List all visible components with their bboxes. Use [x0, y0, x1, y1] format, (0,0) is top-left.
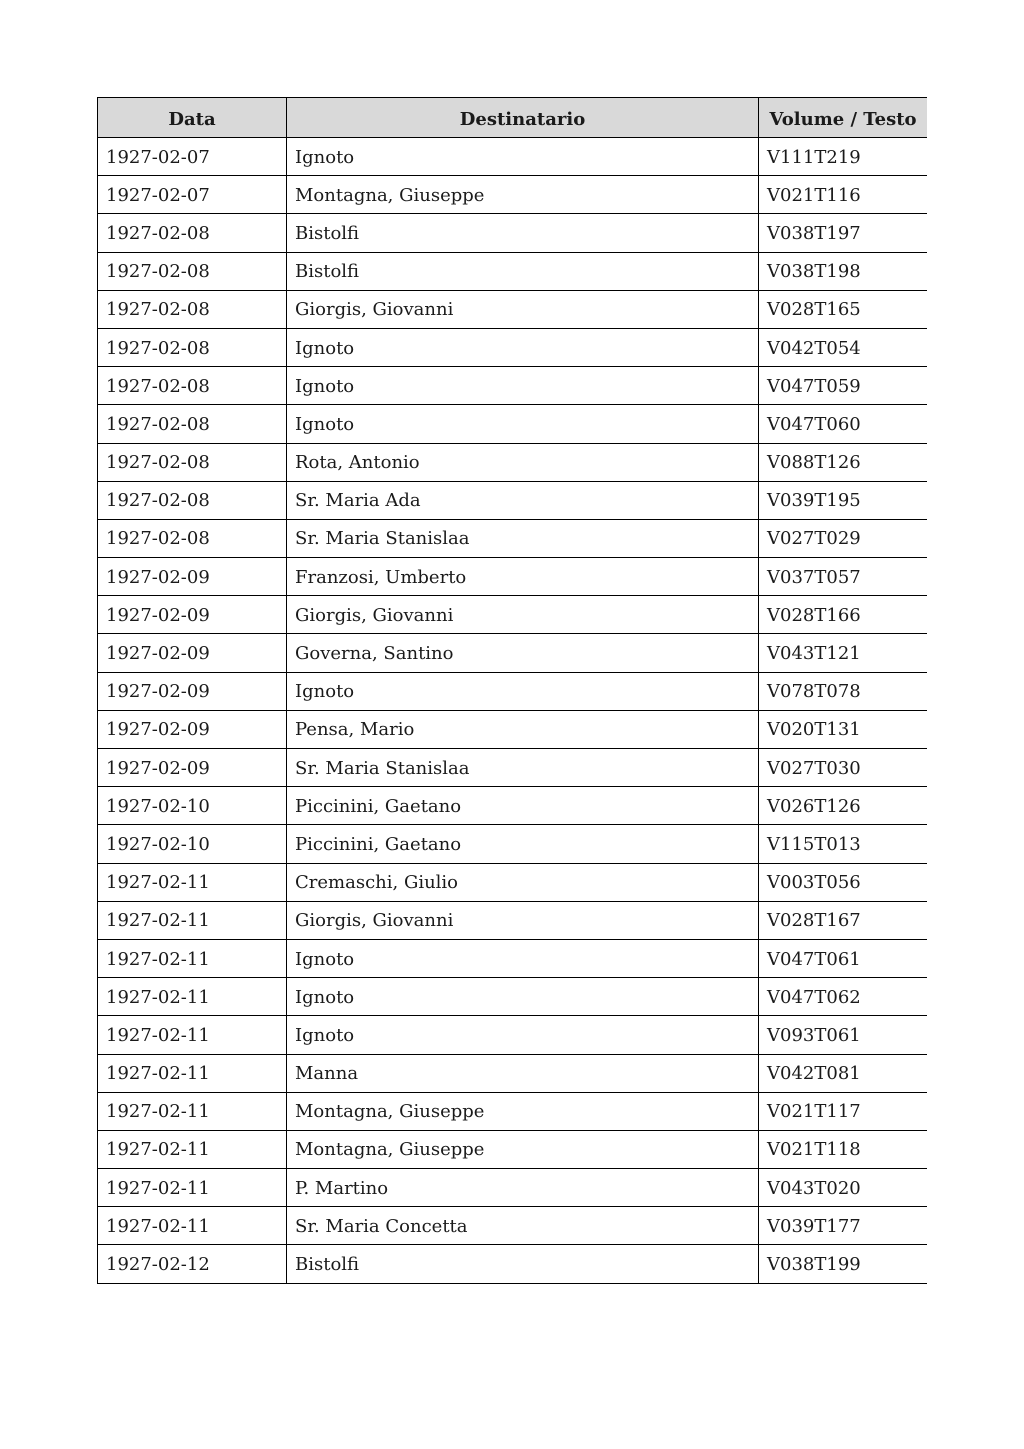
cell-volume: V021T118: [759, 1130, 928, 1168]
cell-date: 1927-02-09: [98, 634, 287, 672]
cell-recipient: Giorgis, Giovanni: [287, 596, 759, 634]
cell-volume: V021T116: [759, 176, 928, 214]
cell-date: 1927-02-10: [98, 825, 287, 863]
table-row: [98, 138, 928, 176]
cell-recipient: Ignoto: [287, 978, 759, 1016]
cell-recipient: Bistolfi: [287, 252, 759, 290]
cell-volume: V042T054: [759, 328, 928, 366]
table-row: [98, 252, 928, 290]
cell-date: 1927-02-11: [98, 1169, 287, 1207]
cell-date: 1927-02-08: [98, 214, 287, 252]
table-row: [98, 939, 928, 977]
table-row: [98, 1130, 928, 1168]
cell-volume: V039T177: [759, 1207, 928, 1245]
cell-date: 1927-02-08: [98, 519, 287, 557]
document-page: [97, 97, 927, 1312]
cell-date: 1927-02-08: [98, 328, 287, 366]
cell-date: 1927-02-12: [98, 1245, 287, 1283]
table-row: [98, 1016, 928, 1054]
cell-recipient: Montagna, Giuseppe: [287, 1092, 759, 1130]
table-row: [98, 672, 928, 710]
cell-recipient: Sr. Maria Ada: [287, 481, 759, 519]
cell-volume: V039T195: [759, 481, 928, 519]
cell-recipient: Manna: [287, 1054, 759, 1092]
table-header: [98, 98, 928, 138]
cell-recipient: Franzosi, Umberto: [287, 558, 759, 596]
cell-date: 1927-02-11: [98, 978, 287, 1016]
cell-date: 1927-02-09: [98, 672, 287, 710]
cell-recipient: Sr. Maria Stanislaa: [287, 749, 759, 787]
cell-recipient: Governa, Santino: [287, 634, 759, 672]
cell-volume: V028T165: [759, 290, 928, 328]
table-row: [98, 1245, 928, 1283]
cell-volume: V047T062: [759, 978, 928, 1016]
cell-recipient: Ignoto: [287, 405, 759, 443]
cell-date: 1927-02-08: [98, 367, 287, 405]
cell-recipient: Rota, Antonio: [287, 443, 759, 481]
table-row: [98, 634, 928, 672]
cell-volume: V088T126: [759, 443, 928, 481]
cell-volume: V047T059: [759, 367, 928, 405]
cell-volume: V027T029: [759, 519, 928, 557]
cell-volume: V038T199: [759, 1245, 928, 1283]
table-row: [98, 1054, 928, 1092]
cell-volume: V093T061: [759, 1016, 928, 1054]
column-header-date: Data: [98, 98, 287, 138]
cell-recipient: Sr. Maria Concetta: [287, 1207, 759, 1245]
cell-date: 1927-02-08: [98, 252, 287, 290]
table-row: [98, 596, 928, 634]
table-row: [98, 1169, 928, 1207]
cell-date: 1927-02-08: [98, 481, 287, 519]
cell-recipient: Montagna, Giuseppe: [287, 1130, 759, 1168]
cell-recipient: Cremaschi, Giulio: [287, 863, 759, 901]
cell-recipient: Ignoto: [287, 1016, 759, 1054]
cell-date: 1927-02-11: [98, 1092, 287, 1130]
table-row: [98, 443, 928, 481]
cell-recipient: Ignoto: [287, 672, 759, 710]
cell-recipient: Ignoto: [287, 328, 759, 366]
cell-date: 1927-02-09: [98, 596, 287, 634]
cell-date: 1927-02-11: [98, 1054, 287, 1092]
cell-volume: V038T197: [759, 214, 928, 252]
cell-recipient: Montagna, Giuseppe: [287, 176, 759, 214]
table-row: [98, 787, 928, 825]
cell-volume: V047T061: [759, 939, 928, 977]
cell-volume: V078T078: [759, 672, 928, 710]
cell-recipient: P. Martino: [287, 1169, 759, 1207]
table-row: [98, 863, 928, 901]
table-row: [98, 710, 928, 748]
table-row: [98, 901, 928, 939]
cell-date: 1927-02-07: [98, 138, 287, 176]
cell-date: 1927-02-11: [98, 1207, 287, 1245]
cell-recipient: Giorgis, Giovanni: [287, 290, 759, 328]
cell-recipient: Ignoto: [287, 939, 759, 977]
cell-volume: V028T166: [759, 596, 928, 634]
cell-recipient: Ignoto: [287, 367, 759, 405]
cell-date: 1927-02-07: [98, 176, 287, 214]
table-row: [98, 749, 928, 787]
cell-date: 1927-02-11: [98, 863, 287, 901]
cell-recipient: Giorgis, Giovanni: [287, 901, 759, 939]
cell-recipient: Ignoto: [287, 138, 759, 176]
table-row: [98, 1092, 928, 1130]
cell-volume: V111T219: [759, 138, 928, 176]
cell-date: 1927-02-11: [98, 1016, 287, 1054]
cell-date: 1927-02-08: [98, 290, 287, 328]
table-row: [98, 328, 928, 366]
cell-date: 1927-02-09: [98, 749, 287, 787]
cell-date: 1927-02-11: [98, 1130, 287, 1168]
cell-volume: V028T167: [759, 901, 928, 939]
cell-date: 1927-02-09: [98, 558, 287, 596]
table-row: [98, 290, 928, 328]
cell-date: 1927-02-09: [98, 710, 287, 748]
table-row: [98, 558, 928, 596]
cell-volume: V038T198: [759, 252, 928, 290]
cell-volume: V020T131: [759, 710, 928, 748]
table-row: [98, 367, 928, 405]
cell-date: 1927-02-11: [98, 939, 287, 977]
cell-volume: V115T013: [759, 825, 928, 863]
cell-date: 1927-02-11: [98, 901, 287, 939]
column-header-volume: Volume / Testo: [759, 98, 928, 138]
cell-date: 1927-02-08: [98, 405, 287, 443]
cell-volume: V027T030: [759, 749, 928, 787]
table-row: [98, 825, 928, 863]
cell-volume: V043T020: [759, 1169, 928, 1207]
cell-recipient: Piccinini, Gaetano: [287, 787, 759, 825]
cell-volume: V043T121: [759, 634, 928, 672]
cell-volume: V037T057: [759, 558, 928, 596]
table-row: [98, 481, 928, 519]
cell-volume: V003T056: [759, 863, 928, 901]
table-row: [98, 176, 928, 214]
cell-volume: V047T060: [759, 405, 928, 443]
cell-date: 1927-02-08: [98, 443, 287, 481]
cell-recipient: Bistolfi: [287, 214, 759, 252]
cell-volume: V042T081: [759, 1054, 928, 1092]
cell-date: 1927-02-10: [98, 787, 287, 825]
table-row: [98, 214, 928, 252]
table-row: [98, 1207, 928, 1245]
cell-volume: V026T126: [759, 787, 928, 825]
table-row: [98, 519, 928, 557]
cell-recipient: Sr. Maria Stanislaa: [287, 519, 759, 557]
cell-recipient: Bistolfi: [287, 1245, 759, 1283]
table-row: [98, 405, 928, 443]
column-header-recipient: Destinatario: [287, 98, 759, 138]
table-row: [98, 978, 928, 1016]
letters-table: [97, 97, 927, 1284]
cell-volume: V021T117: [759, 1092, 928, 1130]
cell-recipient: Piccinini, Gaetano: [287, 825, 759, 863]
cell-recipient: Pensa, Mario: [287, 710, 759, 748]
table-body: [98, 138, 928, 1284]
header-row: [98, 98, 928, 138]
